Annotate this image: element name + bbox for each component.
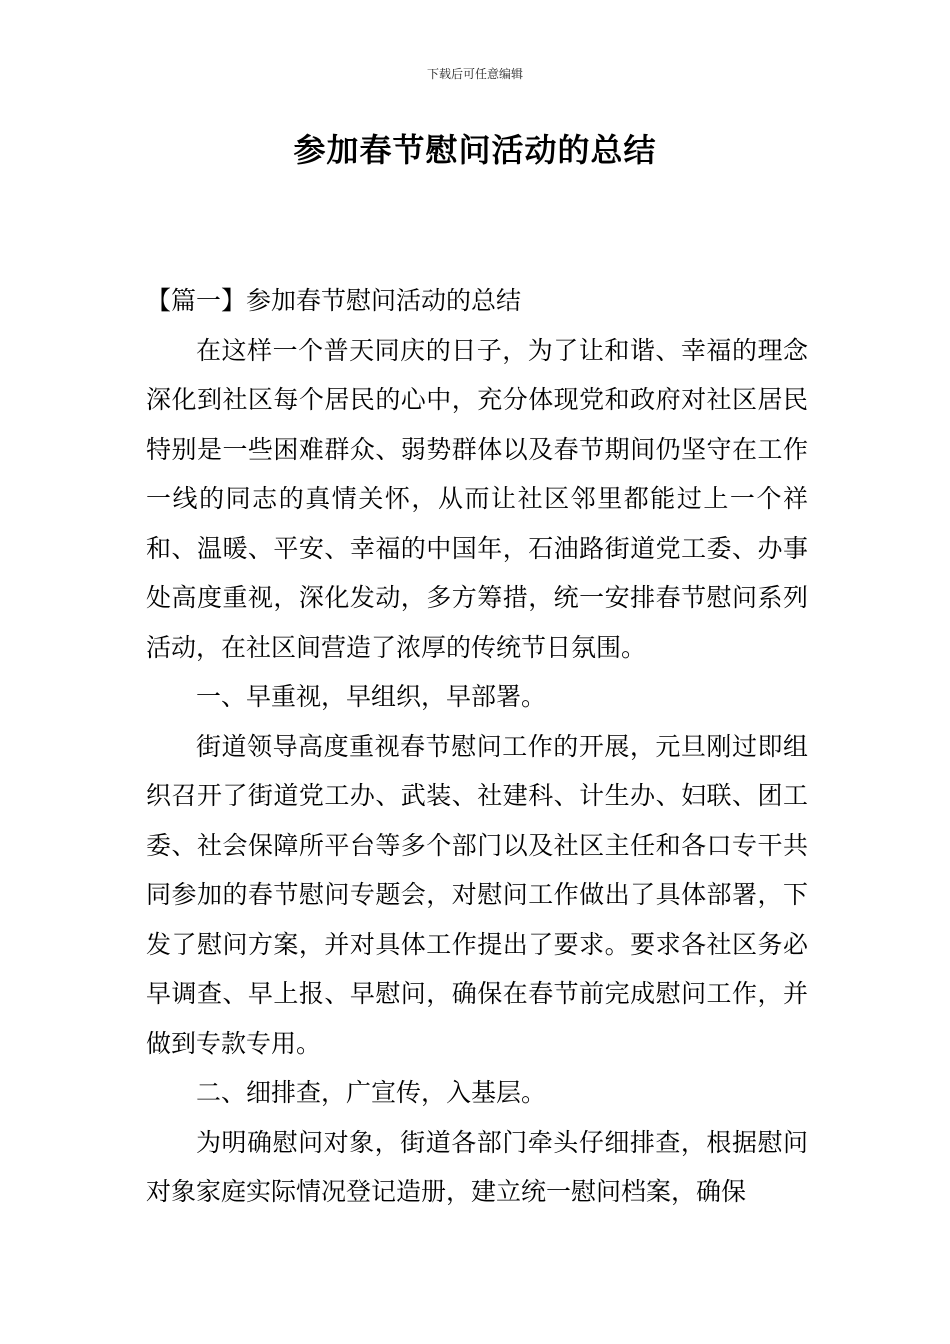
document-body — [146, 276, 808, 1217]
page-title: 参加春节慰问活动的总结 — [293, 131, 657, 169]
subheading-one: 一、早重视，早组织，早部署。 — [196, 682, 547, 711]
section-heading: 【篇一】参加春节慰问活动的总结 — [146, 286, 522, 315]
header-note: 下载后可任意编辑 — [426, 67, 523, 81]
paragraph-one: 街道领导高度重视春节慰问工作的开展，元旦刚过即组织召开了街道党工办、武装、社建科、计生办、妇联、团工委、社会保障所平台等多个部门以及社区主任和各口专干共同参加的春节慰问专题会，对慰问工作做出了具体部署，下发了慰问方案，并对具体工作提出了要求。要求各社区务必早调查、早上报、早慰问，确保在春节前完成慰问工作，并做到专款专用。 — [146, 731, 808, 1058]
paragraph-intro: 在这样一个普天同庆的日子，为了让和谐、幸福的理念深化到社区每个居民的心中，充分体现党和政府对社区居民特别是一些困难群众、弱势群体以及春节期间仍坚守在工作一线的同志的真情关怀，从而让社区邻里都能过上一个祥和、温暖、平安、幸福的中国年，石油路街道党工委、办事处高度重视，深化发动，多方筹措，统一安排春节慰问系列活动，在社区间营造了浓厚的传统节日氛围。 — [146, 335, 808, 662]
paragraph-two: 为明确慰问对象，街道各部门牵头仔细排查，根据慰问对象家庭实际情况登记造册，建立统一慰问档案，确保 — [146, 1127, 808, 1206]
subheading-two: 二、细排查，广宣传，入基层。 — [196, 1078, 547, 1107]
